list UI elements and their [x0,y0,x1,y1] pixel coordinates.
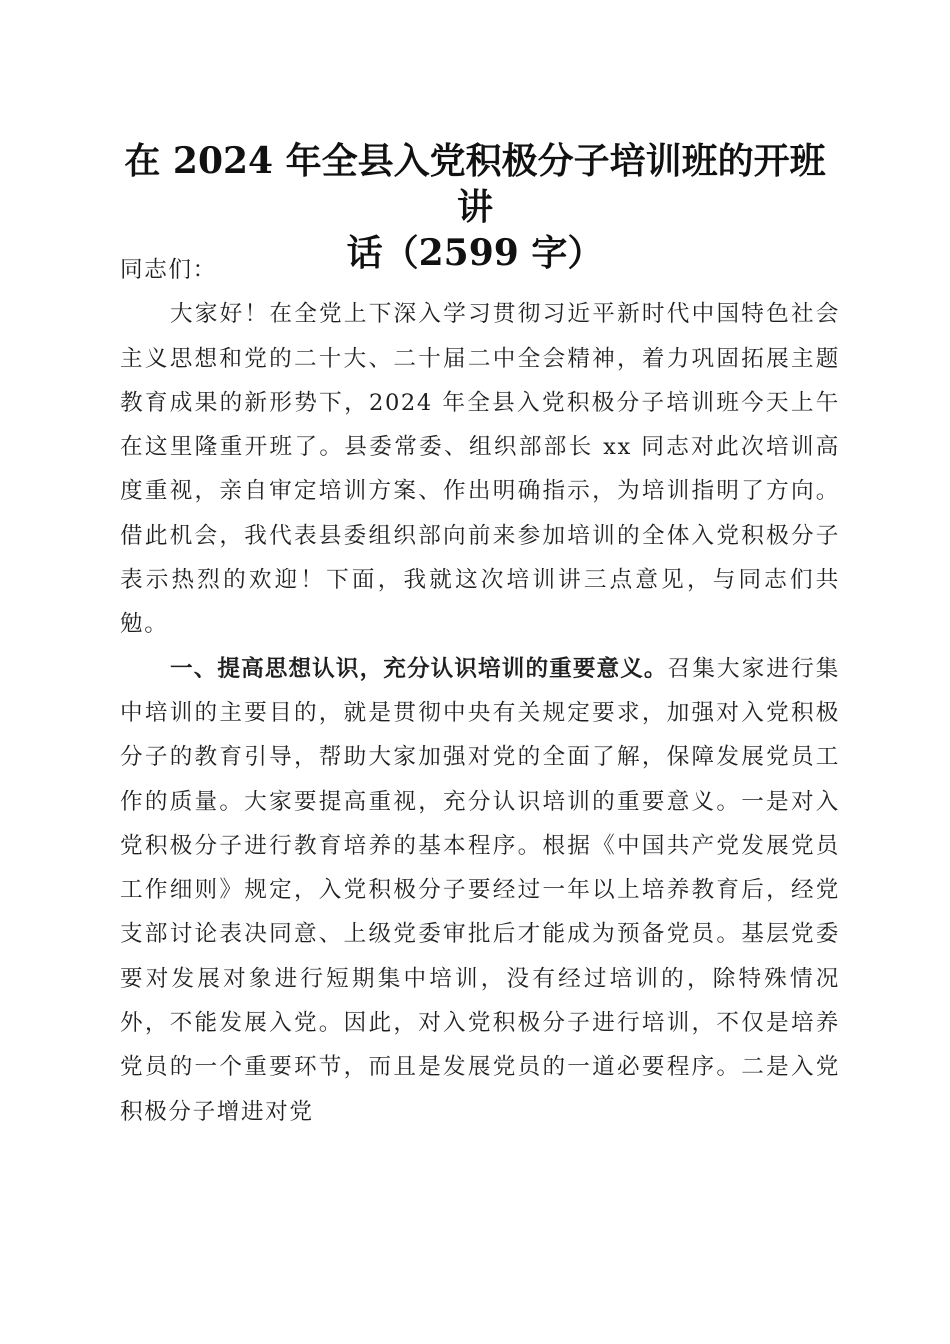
document-body [120,248,840,1134]
section-1-heading: 一、提高思想认识，充分认识培训的重要意义。 [170,655,668,682]
title-line-1: 在 2024 年全县入党积极分子培训班的开班讲 [124,140,826,228]
title-line-2: 话（2599 字） [346,232,604,274]
section-1-paragraph [120,647,840,1134]
section-1-text: 召集大家进行集中培训的主要目的，就是贯彻中央有关规定要求，加强对入党积极分子的教育引导，帮助大家加强对党的全面了解，保障发展党员工作的质量。大家要提高重视，充分认识培训的重要意义。一是对入党积极分子进行教育培养的基本程序。根据《中国共产党发展党员工作细则》规定，入党积极分子要经过一年以上培养教育后，经党支部讨论表决同意、上级党委审批后才能成为预备党员。基层党委要对发展对象进行短期集中培训，没有经过培训的，除特殊情况外，不能发展入党。因此，对入党积极分子进行培训，不仅是培养党员的一个重要环节，而且是发展党员的一道必要程序。二是入党积极分子增进对党 [120,655,840,1125]
salutation: 同志们： [120,257,217,283]
opening-paragraph: 大家好！在全党上下深入学习贯彻习近平新时代中国特色社会主义思想和党的二十大、二十届二中全会精神，着力巩固拓展主题教育成果的新形势下，2024 年全县入党积极分子培训班今天上午在这里隆重开班了。县委常委、组织部部长 xx 同志对此次培训高度重视，亲自审定培训方案、作出明确指示，为培训指明了方向。借此机会，我代表县委组织部向前来参加培训的全体入党积极分子表示热烈的欢迎！下面，我就这次培训讲三点意见，与同志们共勉。 [120,301,840,638]
